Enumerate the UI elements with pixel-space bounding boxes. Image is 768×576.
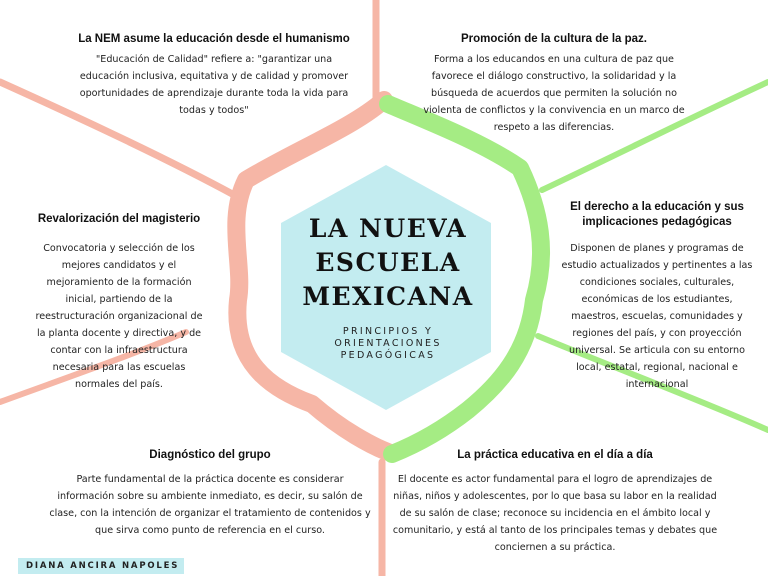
main-title-line-2: ESCUELA xyxy=(315,248,461,277)
subtitle-line-1: PRINCIPIOS Y xyxy=(342,326,434,337)
author-label: DIANA ANCIRA NAPOLES xyxy=(18,558,184,574)
main-title-line-3: MEXICANA xyxy=(302,282,474,311)
main-title xyxy=(280,212,496,314)
section-title: Diagnóstico del grupo xyxy=(149,449,271,461)
section-humanismo xyxy=(56,32,372,119)
section-title: La práctica educativa en el día a día xyxy=(457,449,653,461)
section-practica-educativa xyxy=(392,448,718,556)
subtitle-line-2: ORIENTACIONES xyxy=(334,338,442,349)
center-title-block xyxy=(280,182,496,362)
section-body: Disponen de planes y programas de estudio actualizados y pertinentes a las condiciones sociales, culturales, económicas de los estudiantes, maestros, escuelas, comunidades y regiones del país, y con proyección universal. Se articula con su entorno local, estatal, regional, nacional e internacional xyxy=(561,243,753,390)
section-title: La NEM asume la educación desde el humanismo xyxy=(78,33,350,45)
section-title: El derecho a la educación y sus implicaciones pedagógicas xyxy=(570,201,744,228)
section-cultura-paz xyxy=(420,32,688,136)
section-magisterio xyxy=(22,212,216,393)
section-body: Convocatoria y selección de los mejores candidatos y el mejoramiento de la formación inicial, partiendo de la reestructuración organizacional de la planta docente y directiva, y de contar con la infraestructura necesaria para las escuelas normales del país. xyxy=(35,243,203,390)
subtitle xyxy=(280,326,496,362)
section-derecho-educacion xyxy=(560,200,754,393)
section-diagnostico xyxy=(44,448,376,539)
section-body: El docente es actor fundamental para el logro de aprendizajes de niñas, niños y adolescentes, por lo que basa su labor en la realidad de su salón de clase; reconoce su incidencia en el ámbito local y comunitario, y está al tanto de los principales temas y debates que conciernen a su práctica. xyxy=(392,474,718,553)
section-body: Parte fundamental de la práctica docente es considerar información sobre su ambiente inmediato, es decir, su salón de clase, con la intención de organizar el tratamiento de contenidos y que sirva como punto de referencia en el curso. xyxy=(49,474,371,536)
section-title: Revalorización del magisterio xyxy=(37,213,201,225)
section-body: Forma a los educandos en una cultura de paz que favorece el diálogo constructivo, la solidaridad y la búsqueda de acuerdos que permiten la solución no violenta de conflictos y la convivencia en un marco de respeto a las diferencias. xyxy=(423,54,685,133)
main-title-line-1: LA NUEVA xyxy=(308,214,468,243)
section-body: "Educación de Calidad" refiere a: "garantizar una educación inclusiva, equitativa y de calidad y promover oportunidades de aprendizaje durante toda la vida para todas y todos" xyxy=(79,54,349,116)
section-title: Promoción de la cultura de la paz. xyxy=(461,33,647,45)
subtitle-line-3: PEDAGÓGICAS xyxy=(340,350,436,361)
